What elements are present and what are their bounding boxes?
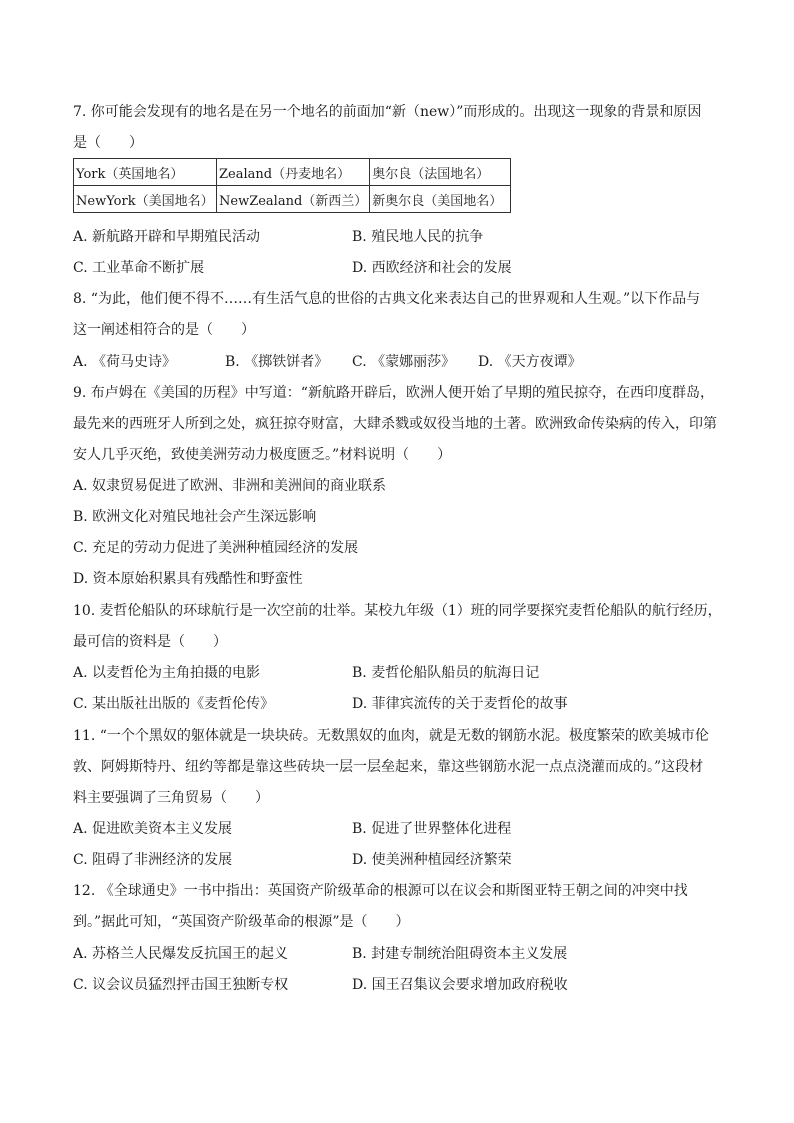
q9-option-c[interactable]: C. 充足的劳动力促进了美洲种植园经济的发展 <box>73 540 359 556</box>
q11-option-d[interactable]: D. 使美洲种植园经济繁荣 <box>352 852 512 868</box>
q7-stem-line1: 7. 你可能会发现有的地名是在另一个地名的前面加“新（new）”而形成的。出现这一现象的背景和原因 <box>73 104 702 120</box>
table-row <box>74 159 511 186</box>
q10-option-c[interactable]: C. 某出版社出版的《麦哲伦传》 <box>73 696 275 712</box>
q12-stem-line1: 12. 《全球通史》一书中指出：英国资产阶级革命的根源可以在议会和斯图亚特王朝之间的冲突中找 <box>73 883 688 899</box>
q7-placename-table <box>73 158 511 213</box>
q9-option-b[interactable]: B. 欧洲文化对殖民地社会产生深远影响 <box>73 509 317 525</box>
q7-option-a[interactable]: A. 新航路开辟和早期殖民活动 <box>73 229 261 245</box>
q11-stem-line1: 11. “一个个黑奴的躯体就是一块块砖。无数黑奴的血肉，就是无数的钢筋水泥。极度繁荣的欧美城市伦 <box>73 728 709 744</box>
table-cell: York（英国地名） <box>74 159 217 186</box>
q10-stem-line1: 10. 麦哲伦船队的环球航行是一次空前的壮举。某校九年级（1）班的同学要探究麦哲伦船队的航行经历， <box>73 603 722 619</box>
q9-stem-line1: 9. 布卢姆在《美国的历程》中写道：“新航路开辟后，欧洲人便开始了早期的殖民掠夺，在西印度群岛， <box>73 385 714 401</box>
q8-stem-line2: 这一阐述相符合的是（ ） <box>73 322 255 338</box>
q11-option-c[interactable]: C. 阻碍了非洲经济的发展 <box>73 852 233 868</box>
table-cell: NewYork（美国地名） <box>74 186 217 213</box>
q9-option-d[interactable]: D. 资本原始积累具有残酷性和野蛮性 <box>73 571 303 587</box>
q9-option-a[interactable]: A. 奴隶贸易促进了欧洲、非洲和美洲间的商业联系 <box>73 478 387 494</box>
q12-option-a[interactable]: A. 苏格兰人民爆发反抗国王的起义 <box>73 946 289 962</box>
q8-option-a[interactable]: A. 《荷马史诗》 <box>73 354 177 370</box>
q8-stem-line1: 8. “为此，他们便不得不……有生活气息的世俗的古典文化来表达自己的世界观和人生观。”以下作品与 <box>73 291 701 307</box>
q9-stem-line2: 最先来的西班牙人所到之处，疯狂掠夺财富，大肆杀戮或奴役当地的土著。欧洲致命传染病的传入，印第 <box>73 416 717 432</box>
q12-stem-line2: 到。”据此可知，“英国资产阶级革命的根源”是（ ） <box>73 914 410 930</box>
q9-stem-line3: 安人几乎灭绝，致使美洲劳动力极度匮乏。”材料说明（ ） <box>73 447 452 463</box>
q10-option-a[interactable]: A. 以麦哲伦为主角拍摄的电影 <box>73 665 261 681</box>
q10-stem-line2: 最可信的资料是（ ） <box>73 634 227 650</box>
q7-stem-line2: 是（ ） <box>73 135 143 151</box>
q7-option-c[interactable]: C. 工业革命不断扩展 <box>73 260 205 276</box>
table-cell: Zealand（丹麦地名） <box>217 159 370 186</box>
table-row <box>74 186 511 213</box>
q8-option-b[interactable]: B. 《掷铁饼者》 <box>225 354 329 370</box>
q11-stem-line3: 料主要强调了三角贸易（ ） <box>73 790 269 806</box>
q7-option-d[interactable]: D. 西欧经济和社会的发展 <box>352 260 512 276</box>
q8-option-c[interactable]: C. 《蒙娜丽莎》 <box>352 354 456 370</box>
q11-stem-line2: 敦、阿姆斯特丹、纽约等都是靠这些砖块一层一层垒起来，靠这些钢筋水泥一点点浇灌而成的。”这段材 <box>73 759 704 775</box>
q12-option-d[interactable]: D. 国王召集议会要求增加政府税收 <box>352 977 568 993</box>
q10-option-d[interactable]: D. 菲律宾流传的关于麦哲伦的故事 <box>352 696 568 712</box>
q12-option-c[interactable]: C. 议会议员猛烈抨击国王独断专权 <box>73 977 289 993</box>
q12-option-b[interactable]: B. 封建专制统治阻碍资本主义发展 <box>352 946 568 962</box>
table-cell: 奥尔良（法国地名） <box>370 159 511 186</box>
table-cell: NewZealand（新西兰） <box>217 186 370 213</box>
table-cell: 新奥尔良（美国地名） <box>370 186 511 213</box>
q11-option-a[interactable]: A. 促进欧美资本主义发展 <box>73 821 233 837</box>
q8-option-d[interactable]: D. 《天方夜谭》 <box>478 354 582 370</box>
q7-option-b[interactable]: B. 殖民地人民的抗争 <box>352 229 484 245</box>
q10-option-b[interactable]: B. 麦哲伦船队船员的航海日记 <box>352 665 540 681</box>
q11-option-b[interactable]: B. 促进了世界整体化进程 <box>352 821 512 837</box>
